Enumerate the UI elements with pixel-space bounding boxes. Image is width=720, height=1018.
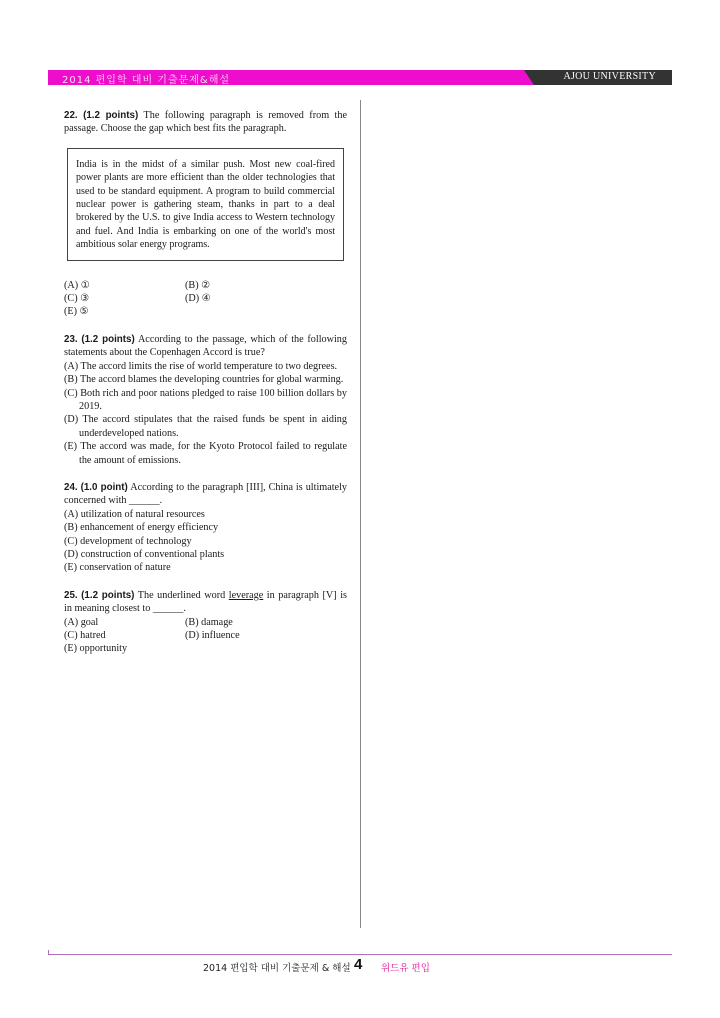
option-a[interactable]: (A) The accord limits the rise of world temperature to two degrees.: [64, 360, 338, 372]
question-points: (1.0 point): [80, 481, 128, 493]
question-points: (1.2 points): [81, 333, 135, 345]
option-d[interactable]: (D) The accord stipulates that the raised funds be spent in aiding underdeveloped nations.: [64, 414, 347, 439]
question-25: [64, 589, 347, 656]
option-c[interactable]: (C) development of technology: [64, 535, 192, 547]
question-number: 25.: [64, 589, 78, 601]
option-b[interactable]: (B) damage: [185, 616, 233, 628]
option-e[interactable]: (E) The accord was made, for the Kyoto Protocol failed to regulate the amount of emissions.: [64, 441, 347, 466]
header-exam-title: 2014 편입학 대비 기출문제&해설: [62, 75, 231, 86]
question-text: According to the paragraph [III], China is ultimately concerned with ______.: [64, 481, 347, 507]
question-number: 22.: [64, 110, 78, 121]
question-points: (1.2 points): [83, 110, 139, 121]
question-25-options: [64, 616, 347, 656]
question-points: (1.2 points): [81, 589, 135, 601]
question-number: 24.: [64, 481, 78, 493]
header-dark-band: [534, 70, 672, 85]
question-24-options: [64, 508, 347, 575]
question-22: [64, 109, 347, 319]
question-22-options: [64, 279, 347, 319]
footer-title: 2014 편입학 대비 기출문제 & 해설: [203, 963, 351, 974]
option-c[interactable]: (C) Both rich and poor nations pledged to raise 100 billion dollars by 2019.: [64, 387, 347, 412]
header-divider-shape: [524, 70, 534, 85]
question-22-stem: [64, 109, 347, 136]
question-text: The following paragraph is removed from the passage. Choose the gap which best fits the paragraph.: [64, 110, 347, 135]
page-number: 4: [354, 956, 363, 973]
option-d[interactable]: (D) construction of conventional plants: [64, 548, 225, 560]
option-a[interactable]: (A) goal: [64, 616, 99, 628]
question-number: 23.: [64, 333, 78, 345]
option-d[interactable]: (D) influence: [185, 630, 240, 641]
option-e[interactable]: (E) ⑤: [64, 306, 89, 318]
question-23: [64, 333, 347, 467]
header-pink-band: [48, 70, 534, 85]
question-23-stem: [64, 333, 347, 360]
option-b[interactable]: (B) The accord blames the developing countries for global warming.: [64, 374, 344, 386]
option-a[interactable]: (A) utilization of natural resources: [64, 508, 205, 520]
underlined-word: leverage: [228, 589, 264, 601]
option-c[interactable]: (C) hatred: [64, 630, 106, 641]
question-23-options: [64, 360, 347, 467]
option-d[interactable]: (D) ④: [185, 293, 211, 305]
option-e[interactable]: (E) conservation of nature: [64, 562, 171, 574]
header-university-name: AJOU UNIVERSITY: [563, 71, 656, 82]
option-e[interactable]: (E) opportunity: [64, 643, 128, 655]
option-c[interactable]: (C) ③: [64, 293, 90, 305]
question-text-before: The underlined word: [137, 589, 229, 601]
question-25-stem: [64, 589, 347, 616]
question-24: [64, 481, 347, 575]
column-divider: [360, 100, 361, 928]
left-column: [64, 109, 347, 656]
question-text: According to the passage, which of the following statements about the Copenhagen Accord is true?: [64, 333, 347, 359]
question-text-after: in paragraph [V] is in meaning closest to ______.: [64, 589, 347, 615]
option-b[interactable]: (B) ②: [185, 279, 211, 291]
option-a[interactable]: (A) ①: [64, 279, 90, 291]
removed-paragraph-box: India is in the midst of a similar push. Most new coal-fired power plants are more efficient than the older technologies that used to be standard equipment. A program to build commercial nuclear power is gathering steam, thanks in part to a deal brokered by the U.S. to give India access to Western technology and fuel. And India is embarking on one of the world's most ambitious solar energy programs.: [67, 148, 344, 261]
footer-brand: 위드유 편입: [381, 963, 430, 974]
header-bar: [48, 70, 672, 85]
option-b[interactable]: (B) enhancement of energy efficiency: [64, 522, 219, 534]
footer-rule: [48, 954, 672, 955]
question-24-stem: [64, 481, 347, 508]
